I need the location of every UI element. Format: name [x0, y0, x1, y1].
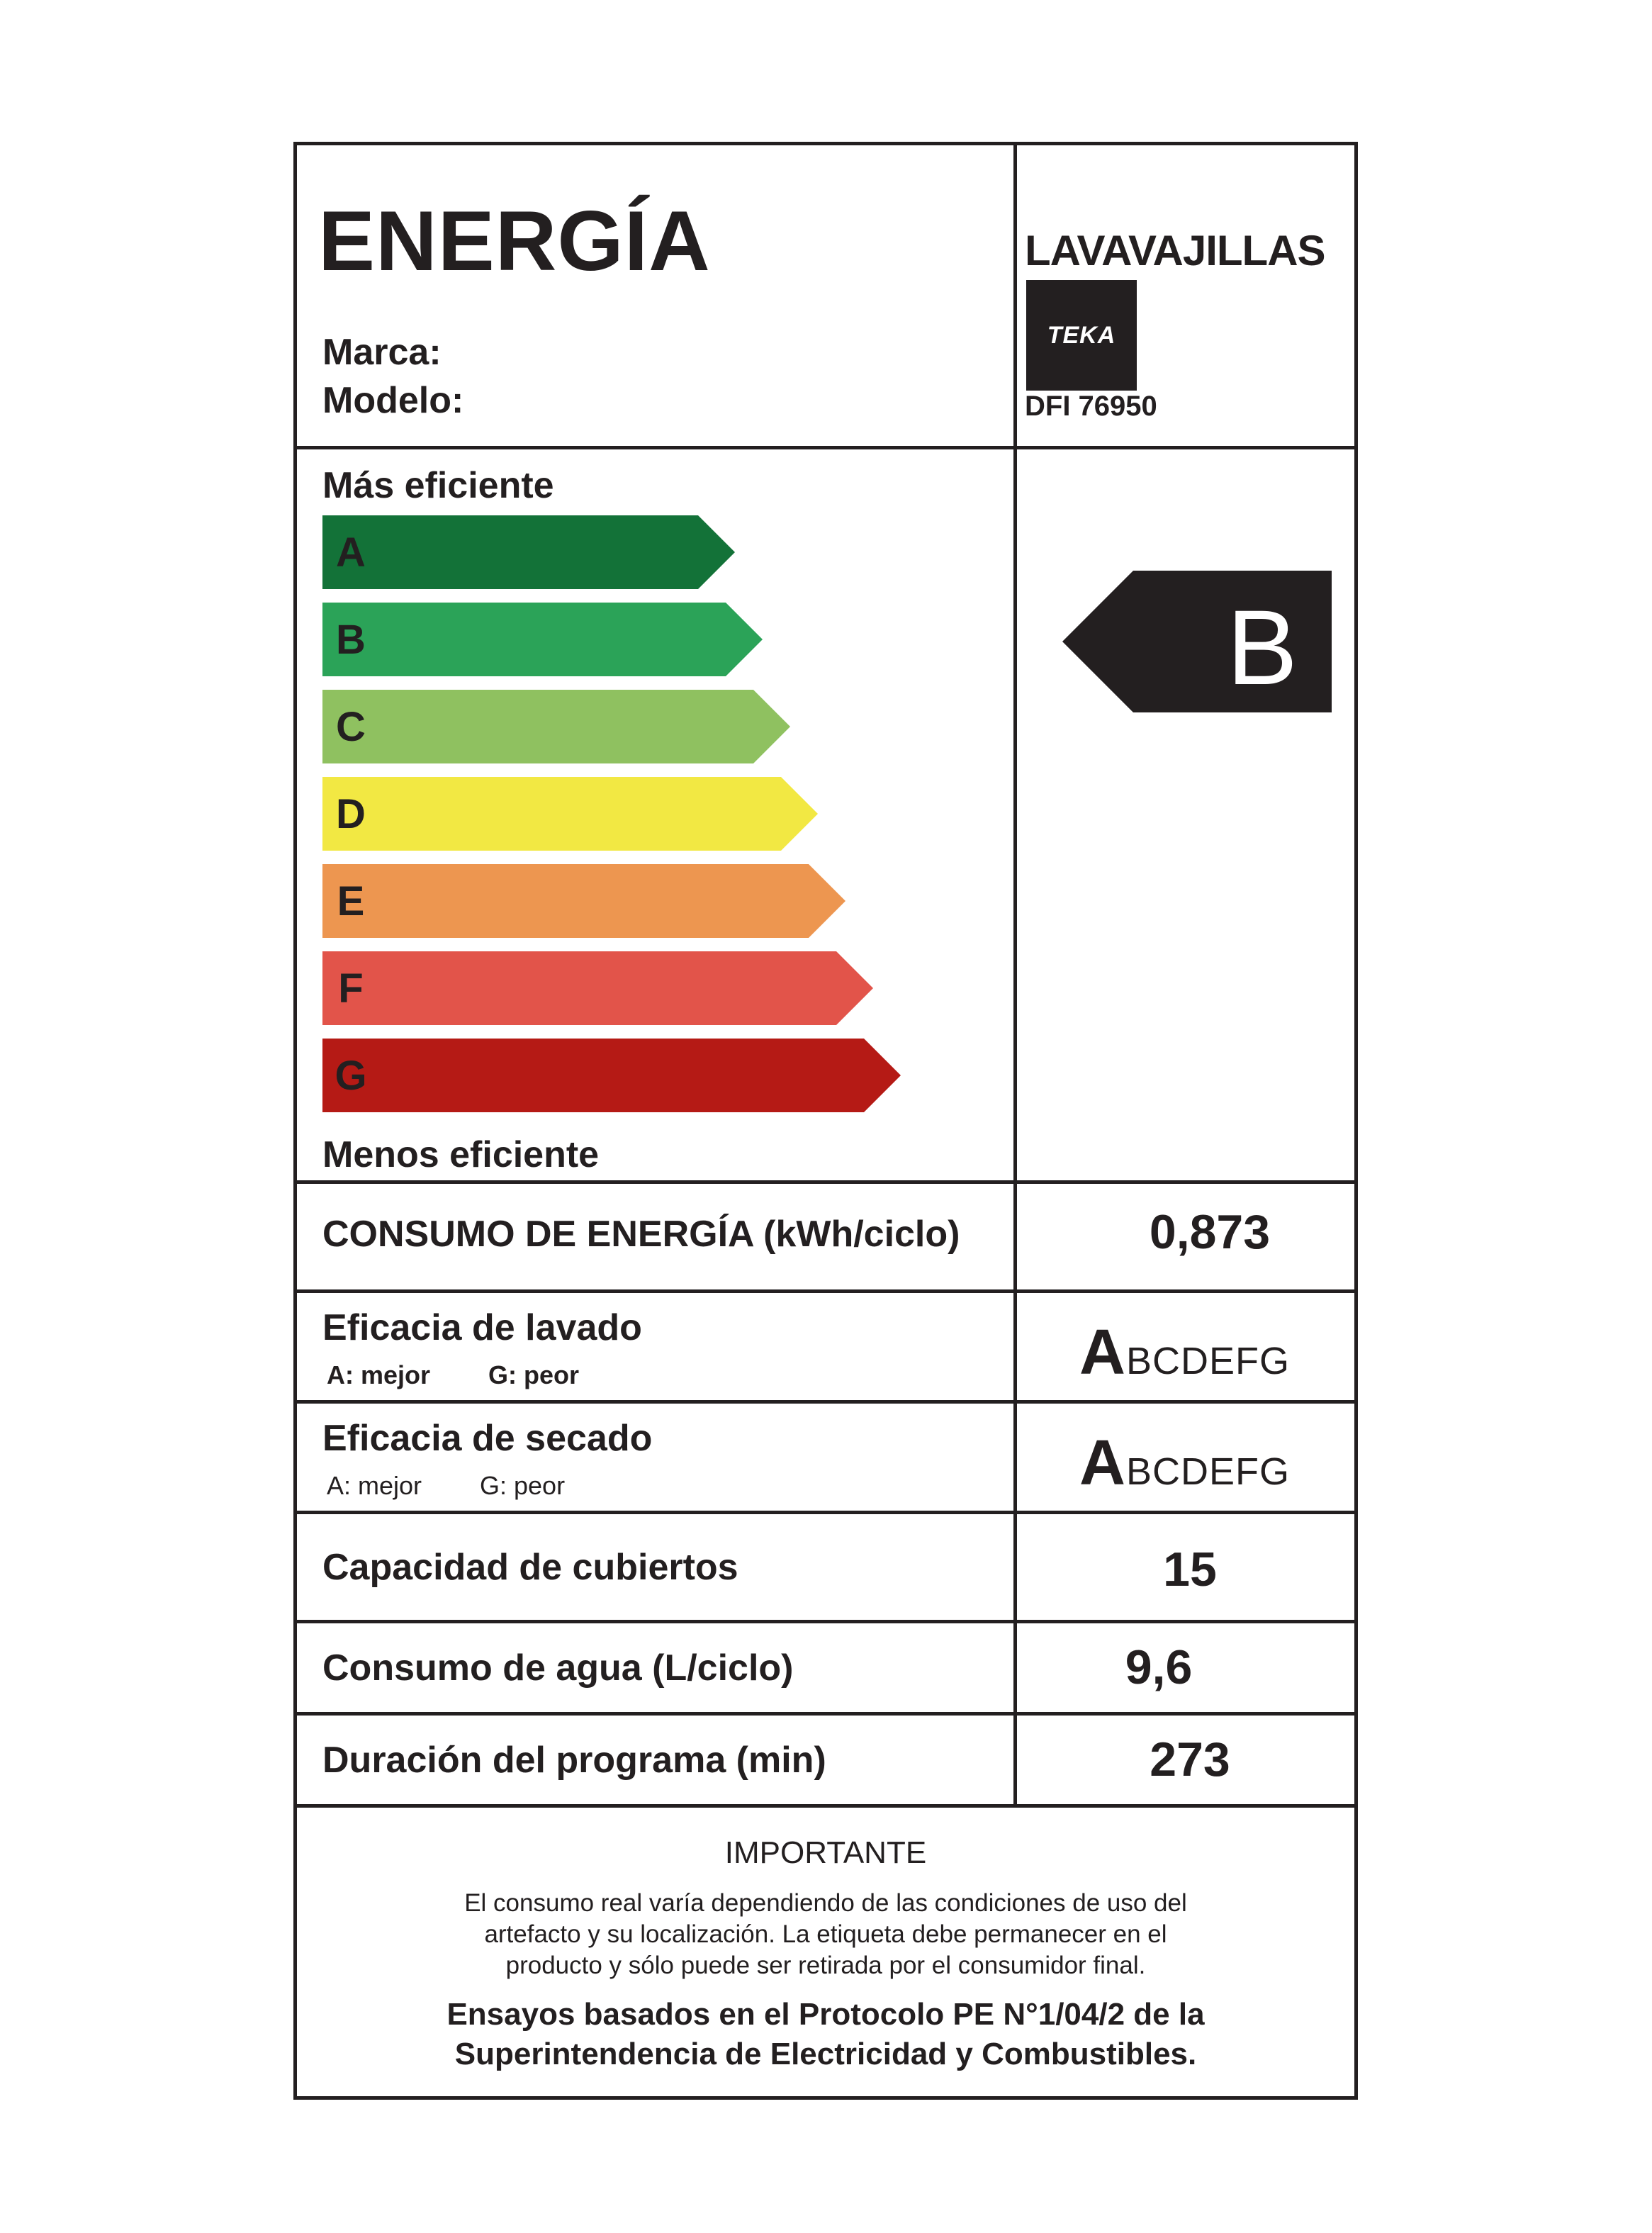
protocol-text-line: Superintendencia de Electricidad y Combustibles.	[454, 2037, 1197, 2071]
brand-logo-text: TEKA	[1047, 321, 1116, 349]
divider-duration	[297, 1804, 1354, 1808]
divider-drying	[297, 1511, 1354, 1514]
capacity-value: 15	[1163, 1543, 1217, 1596]
energy-consumption-label: CONSUMO DE ENERGÍA (kWh/ciclo)	[322, 1214, 960, 1255]
model-label: Modelo:	[322, 380, 464, 421]
brand-logo	[1026, 280, 1137, 391]
drying-rating-letter: A	[1079, 1428, 1126, 1499]
program-duration-value: 273	[1150, 1733, 1230, 1786]
washing-efficiency-label: Eficacia de lavado	[322, 1307, 642, 1348]
energy-class-letter-g: G	[335, 1053, 367, 1099]
drying-efficiency-scale	[1079, 1427, 1290, 1500]
label-title: ENERGÍA	[318, 194, 711, 289]
water-consumption-label: Consumo de agua (L/ciclo)	[322, 1647, 794, 1689]
drying-worst-label: G: peor	[480, 1471, 566, 1500]
energy-class-bar-a	[322, 515, 735, 589]
divider-washing	[297, 1400, 1354, 1404]
energy-class-letter-d: D	[336, 791, 366, 837]
energy-class-bar-c	[322, 690, 790, 763]
energy-class-bar-f	[322, 951, 873, 1025]
important-text-line: artefacto y su localización. La etiqueta debe permanecer en el	[484, 1920, 1167, 1948]
divider-capacity	[297, 1620, 1354, 1623]
column-divider	[1013, 145, 1017, 1804]
program-duration-label: Duración del programa (min)	[322, 1740, 826, 1781]
energy-class-bar-g	[322, 1039, 901, 1112]
more-efficient-label: Más eficiente	[322, 465, 554, 506]
washing-best-label: A: mejor	[327, 1360, 431, 1389]
divider-header	[297, 446, 1354, 449]
rating-arrow	[1062, 571, 1332, 712]
important-title: IMPORTANTE	[724, 1835, 927, 1870]
energy-class-bar-e	[322, 864, 845, 938]
washing-worst-label: G: peor	[488, 1360, 580, 1389]
energy-class-bar-d	[322, 777, 818, 851]
washing-other-letters: BCDEFG	[1126, 1340, 1291, 1382]
drying-best-label: A: mejor	[327, 1471, 422, 1500]
important-text-line: El consumo real varía dependiendo de las condiciones de uso del	[464, 1889, 1187, 1917]
energy-class-letter-b: B	[336, 617, 366, 663]
energy-class-letter-e: E	[337, 878, 365, 924]
important-text-line: producto y sólo puede ser retirada por el consumidor final.	[505, 1952, 1146, 1979]
energy-label	[293, 142, 1358, 2100]
appliance-type: LAVAVAJILLAS	[1025, 227, 1325, 274]
rating-letter: B	[1226, 588, 1298, 707]
less-efficient-label: Menos eficiente	[322, 1134, 600, 1175]
drying-other-letters: BCDEFG	[1126, 1450, 1291, 1493]
energy-consumption-value: 0,873	[1149, 1205, 1271, 1259]
energy-class-letter-f: F	[338, 966, 364, 1012]
brand-label: Marca:	[322, 332, 442, 373]
model-value: DFI 76950	[1025, 391, 1157, 422]
water-consumption-value: 9,6	[1125, 1640, 1193, 1694]
capacity-label: Capacidad de cubiertos	[322, 1547, 738, 1588]
drying-efficiency-label: Eficacia de secado	[322, 1418, 653, 1459]
divider-scale	[297, 1180, 1354, 1184]
divider-energy	[297, 1289, 1354, 1293]
divider-water	[297, 1712, 1354, 1716]
efficiency-scale-bars	[322, 515, 946, 1125]
energy-class-letter-a: A	[336, 530, 366, 576]
washing-rating-letter: A	[1079, 1317, 1126, 1388]
washing-efficiency-scale	[1079, 1316, 1290, 1389]
energy-class-letter-c: C	[336, 704, 366, 750]
energy-class-bar-b	[322, 603, 763, 676]
protocol-text-line: Ensayos basados en el Protocolo PE N°1/04/2 de la	[446, 1997, 1205, 2032]
